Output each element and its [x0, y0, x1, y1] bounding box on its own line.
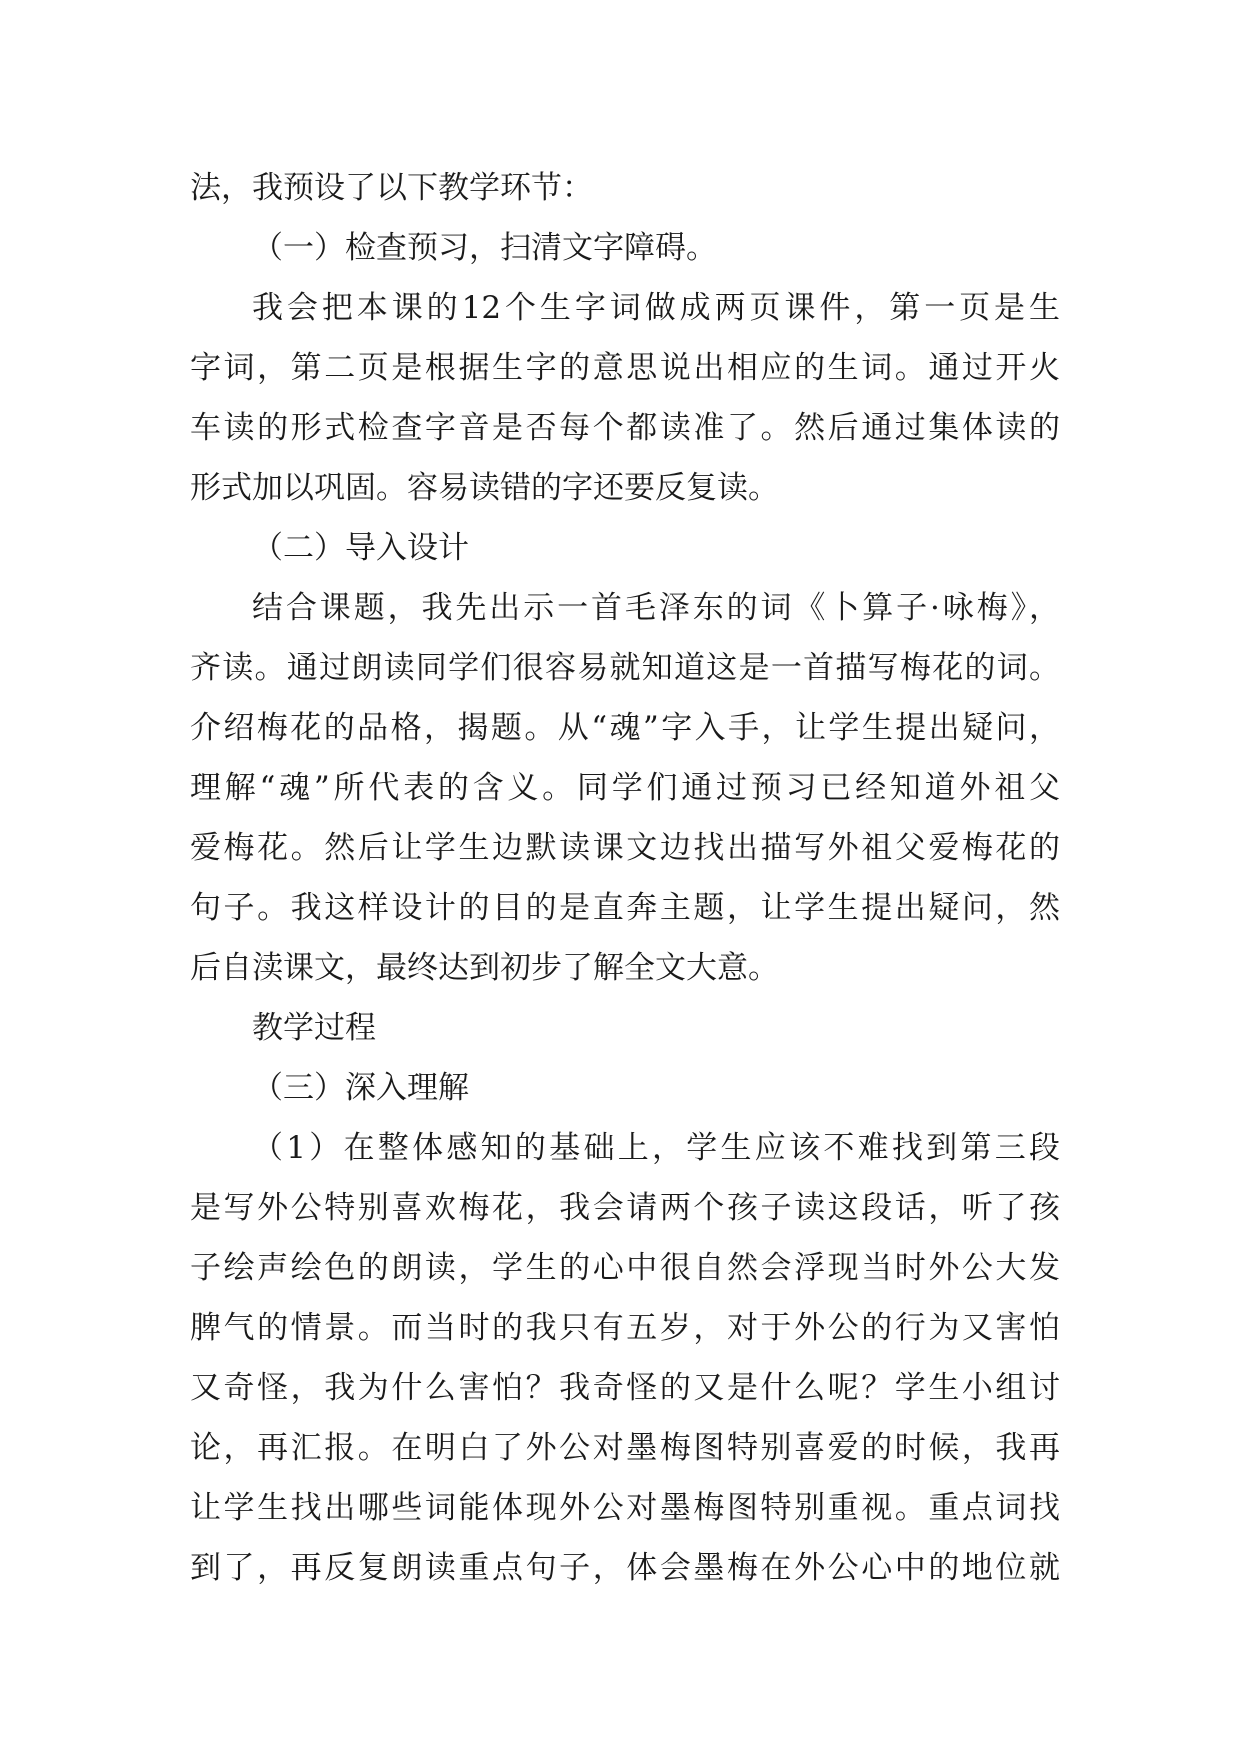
text-line: 我会把本课的12个生字词做成两页课件，第一页是生 [252, 290, 1060, 326]
text-line: 句子。我这样设计的目的是直奔主题，让学生提出疑问，然 [190, 890, 1060, 926]
text-line: 让学生找出哪些词能体现外公对墨梅图特别重视。重点词找 [190, 1490, 1060, 1526]
section-heading: （一）检查预习，扫清文字障碍。 [252, 230, 717, 266]
text-line: 字词，第二页是根据生字的意思说出相应的生词。通过开火 [190, 350, 1060, 386]
text-line: 论，再汇报。在明白了外公对墨梅图特别喜爱的时候，我再 [190, 1430, 1060, 1466]
text-line: 是写外公特别喜欢梅花，我会请两个孩子读这段话，听了孩 [190, 1190, 1060, 1226]
text-line: 齐读。通过朗读同学们很容易就知道这是一首描写梅花的词。 [190, 650, 1060, 686]
text-line: 理解“魂”所代表的含义。同学们通过预习已经知道外祖父 [190, 770, 1060, 806]
text-line: 又奇怪，我为什么害怕？我奇怪的又是什么呢？学生小组讨 [190, 1370, 1060, 1406]
text-line: 到了，再反复朗读重点句子，体会墨梅在外公心中的地位就 [190, 1550, 1060, 1586]
text-line: 形式加以巩固。容易读错的字还要反复读。 [190, 470, 779, 506]
text-line: 脾气的情景。而当时的我只有五岁，对于外公的行为又害怕 [190, 1310, 1060, 1346]
text-line: 法，我预设了以下教学环节： [190, 170, 593, 206]
section-heading: （二）导入设计 [252, 530, 469, 566]
text-line: 后自渎课文，最终达到初步了解全文大意。 [190, 950, 779, 986]
text-line: 车读的形式检查字音是否每个都读准了。然后通过集体读的 [190, 410, 1060, 446]
section-heading: （三）深入理解 [252, 1070, 469, 1106]
text-line: （1）在整体感知的基础上，学生应该不难找到第三段 [252, 1130, 1060, 1166]
section-heading: 教学过程 [252, 1010, 376, 1046]
text-line: 介绍梅花的品格，揭题。从“魂”字入手，让学生提出疑问， [190, 710, 1060, 746]
text-line: 爱梅花。然后让学生边默读课文边找出描写外祖父爱梅花的 [190, 830, 1060, 866]
text-line: 子绘声绘色的朗读，学生的心中很自然会浮现当时外公大发 [190, 1250, 1060, 1286]
text-line: 结合课题，我先出示一首毛泽东的词《卜算子·咏梅》， [252, 590, 1060, 626]
